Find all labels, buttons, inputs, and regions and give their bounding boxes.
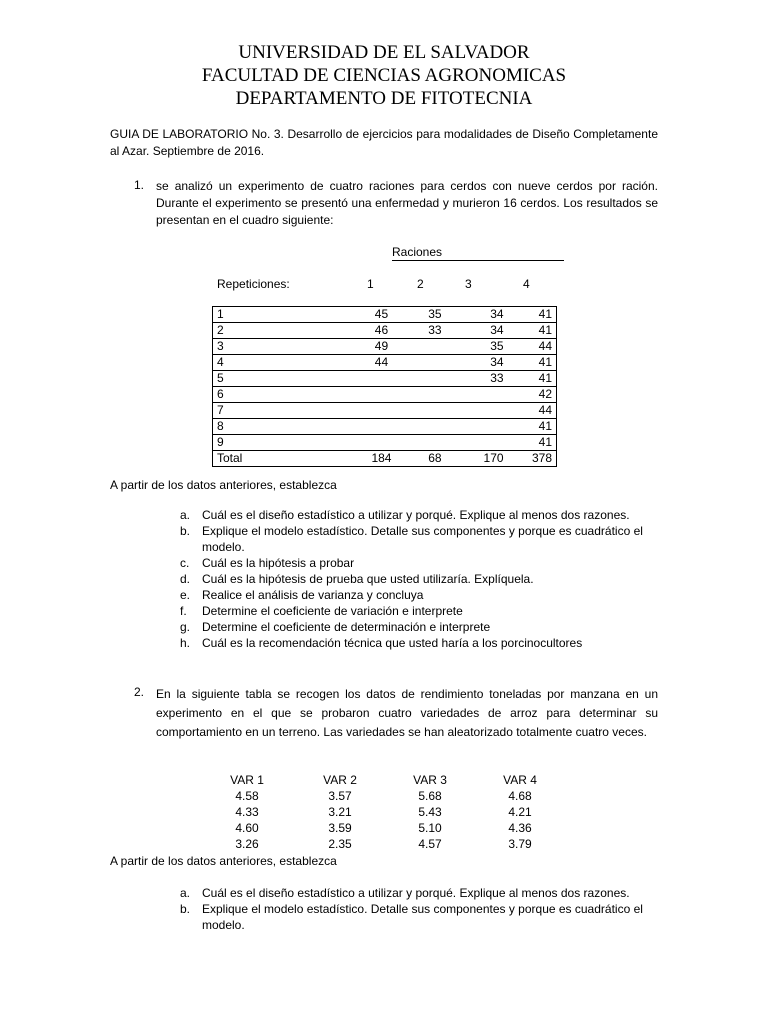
value-cell: 170 [483, 451, 504, 465]
value-cell [411, 387, 459, 403]
guide-intro: GUIA DE LABORATORIO No. 3. Desarrollo de ejercicios para modalidades de Diseño Completamente al Azar. Septiembre de 2016. [110, 127, 658, 158]
yield-value: 4.60 [235, 821, 259, 835]
question-letter: e. [180, 588, 191, 602]
table-row [213, 419, 557, 435]
value-cell: 42 [538, 387, 552, 401]
repeticion-cell: 8 [217, 419, 224, 433]
problem-2-questions [180, 885, 670, 933]
value-cell [352, 371, 411, 387]
question-letter: c. [180, 556, 190, 570]
value-cell: 68 [428, 451, 442, 465]
value-cell [411, 419, 459, 435]
value-cell [352, 403, 411, 419]
table-row [213, 307, 557, 323]
question-text: Determine el coeficiente de variación e interprete [202, 604, 463, 618]
yield-value: 4.21 [508, 805, 532, 819]
value-cell [411, 403, 459, 419]
value-cell: 33 [490, 371, 504, 385]
value-cell [411, 355, 459, 371]
value-cell: 34 [490, 307, 504, 321]
table-row [213, 323, 557, 339]
question-text: Cuál es la recomendación técnica que usted haría a los porcinocultores [202, 636, 583, 650]
repeticion-cell: 2 [217, 323, 224, 337]
question-item [180, 571, 670, 587]
value-cell: 33 [428, 323, 442, 337]
repeticion-cell: 3 [217, 339, 224, 353]
col-header-4: 4 [523, 277, 530, 291]
problem-2-text: En la siguiente tabla se recogen los datos de rendimiento toneladas por manzana en un experimento en el que se probaron cuatro variedades de arroz para determinar su comportamiento en un terreno. Las variedades se han aleatorizado totalmente cuatro veces. [156, 687, 658, 739]
problem-2-number: 2. [134, 685, 145, 699]
yield-value: 4.68 [508, 789, 532, 803]
question-item [180, 619, 670, 635]
variety-header: VAR 1 [230, 773, 264, 787]
yield-value: 3.21 [328, 805, 352, 819]
question-item [180, 901, 670, 933]
yield-value: 3.79 [508, 837, 532, 851]
repeticion-cell: 6 [217, 387, 224, 401]
question-item [180, 635, 670, 651]
repeticiones-label: Repeticiones: [217, 277, 290, 291]
value-cell: 46 [374, 323, 389, 337]
value-cell [411, 339, 459, 355]
repeticion-cell: 9 [217, 435, 224, 449]
value-cell [411, 371, 459, 387]
problem-1-followup: A partir de los datos anteriores, establezca [110, 478, 337, 492]
question-letter: a. [180, 508, 191, 522]
value-cell: 49 [374, 339, 389, 353]
yield-value: 5.43 [418, 805, 442, 819]
value-cell [352, 419, 411, 435]
value-cell: 44 [538, 403, 552, 417]
value-cell: 34 [490, 323, 504, 337]
yield-value: 4.36 [508, 821, 532, 835]
value-cell: 378 [531, 451, 552, 465]
value-cell: 41 [538, 371, 552, 385]
problem-2-followup: A partir de los datos anteriores, establezca [110, 854, 337, 868]
question-item [180, 587, 670, 603]
question-text: Realice el análisis de varianza y concluya [202, 588, 424, 602]
question-item [180, 555, 670, 571]
repeticion-cell: 7 [217, 403, 224, 417]
question-letter: b. [180, 524, 191, 538]
repeticion-cell: 4 [217, 355, 224, 369]
question-letter: g. [180, 620, 191, 634]
value-cell: 44 [374, 355, 389, 369]
value-cell [411, 435, 459, 451]
value-cell: 34 [490, 355, 504, 369]
table-row [213, 451, 557, 467]
yield-value: 4.57 [418, 837, 442, 851]
question-text: Explique el modelo estadístico. Detalle sus componentes y porque es cuadrático el modelo. [202, 902, 643, 932]
value-cell [459, 419, 507, 435]
question-letter: h. [180, 636, 191, 650]
yield-value: 3.57 [328, 789, 352, 803]
table-row [213, 371, 557, 387]
value-cell: 184 [371, 451, 392, 465]
department-name: DEPARTAMENTO DE FITOTECNIA [235, 88, 533, 109]
repeticion-cell: 1 [217, 307, 224, 321]
value-cell: 41 [538, 419, 552, 433]
faculty-name: FACULTAD DE CIENCIAS AGRONOMICAS [201, 65, 567, 86]
question-letter: d. [180, 572, 191, 586]
repeticion-cell: 5 [217, 371, 224, 385]
value-cell [352, 435, 411, 451]
value-cell: 41 [538, 323, 552, 337]
value-cell [352, 387, 411, 403]
question-item [180, 603, 670, 619]
question-item [180, 885, 670, 901]
table-row [213, 435, 557, 451]
value-cell: 41 [538, 435, 552, 449]
raciones-header-label: Raciones [392, 245, 443, 259]
table-row [213, 355, 557, 371]
question-letter: f. [180, 604, 187, 618]
yield-value: 5.10 [418, 821, 442, 835]
variety-header: VAR 3 [413, 773, 447, 787]
yield-value: 3.59 [328, 821, 352, 835]
yield-value: 4.58 [235, 789, 259, 803]
value-cell [459, 403, 507, 419]
table-row [213, 339, 557, 355]
question-text: Cuál es el diseño estadístico a utilizar y porqué. Explique al menos dos razones. [202, 508, 630, 522]
value-cell: 41 [538, 355, 552, 369]
col-header-3: 3 [465, 277, 472, 291]
university-name: UNIVERSIDAD DE EL SALVADOR [238, 42, 530, 63]
table-row [213, 387, 557, 403]
value-cell: 44 [538, 339, 552, 353]
problem-1-number: 1. [134, 178, 145, 192]
question-letter: b. [180, 902, 191, 916]
value-cell: 35 [428, 307, 442, 321]
question-text: Determine el coeficiente de determinación e interprete [202, 620, 491, 634]
question-item [180, 523, 670, 555]
col-header-2: 2 [417, 277, 424, 291]
variety-header: VAR 2 [323, 773, 357, 787]
question-item [180, 507, 670, 523]
problem-1-questions [180, 507, 670, 651]
variety-header: VAR 4 [503, 773, 537, 787]
yield-value: 2.35 [328, 837, 352, 851]
question-text: Cuál es la hipótesis de prueba que usted utilizaría. Explíquela. [202, 572, 534, 586]
yield-value: 4.33 [235, 805, 259, 819]
question-text: Cuál es la hipótesis a probar [202, 556, 355, 570]
value-cell: 41 [538, 307, 552, 321]
question-text: Explique el modelo estadístico. Detalle sus componentes y porque es cuadrático el modelo. [202, 524, 643, 554]
yield-value: 3.26 [235, 837, 259, 851]
raciones-table [212, 306, 557, 467]
value-cell: 35 [490, 339, 504, 353]
problem-1-text: se analizó un experimento de cuatro raciones para cerdos con nueve cerdos por ración. Durante el experimento se presentó una enfermedad y murieron 16 cerdos. Los resultados se presentan en el cuadro siguiente: [156, 179, 658, 227]
question-letter: a. [180, 886, 191, 900]
raciones-header [392, 245, 564, 261]
value-cell: 45 [374, 307, 389, 321]
value-cell [459, 387, 507, 403]
col-header-1: 1 [367, 277, 374, 291]
repeticion-cell: Total [217, 451, 243, 465]
yield-value: 5.68 [418, 789, 442, 803]
question-text: Cuál es el diseño estadístico a utilizar y porqué. Explique al menos dos razones. [202, 886, 630, 900]
value-cell [459, 435, 507, 451]
table-row [213, 403, 557, 419]
